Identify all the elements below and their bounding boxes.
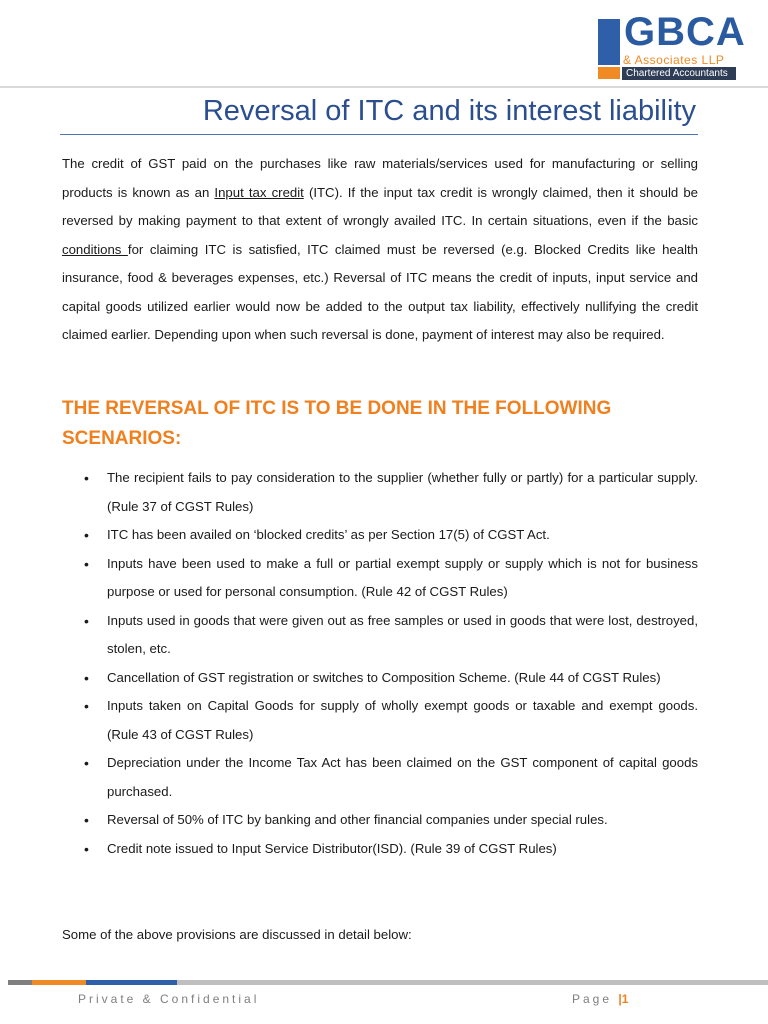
intro-text-1: The credit of GST paid on the purchases like raw materials/services used for manufacturing or selling products is known as an [62,156,698,200]
section-heading: THE REVERSAL OF ITC IS TO BE DONE IN THE FOLLOWING SCENARIOS: [62,398,612,449]
page-label: Page [572,992,613,1006]
header-divider [0,86,768,88]
intro-paragraph [62,150,698,350]
page-title: Reversal of ITC and its interest liability [202,95,696,127]
list-item: • The recipient fails to pay consideration to the supplier (whether fully or partly) for a particular supply. (Rule 37 of CGST Rules) [62,464,698,521]
footer-bar-segment [32,980,86,985]
page-number: 1 [621,992,629,1006]
list-item: • ITC has been availed on ‘blocked credits’ as per Section 17(5) of CGST Act. [62,521,698,550]
logo-name: GBCA [624,10,746,54]
footer-bar-segment [177,980,768,985]
company-logo [598,10,746,82]
list-item: • Depreciation under the Income Tax Act has been claimed on the GST component of capital goods purchased. [62,749,698,806]
footer-page-number [572,992,628,1006]
list-item: • Inputs used in goods that were given out as free samples or used in goods that were lost, destroyed, stolen, etc. [62,607,698,664]
list-item: • Credit note issued to Input Service Distributor(ISD). (Rule 39 of CGST Rules) [62,835,698,864]
list-item: • Reversal of 50% of ITC by banking and other financial companies under special rules. [62,806,698,835]
logo-orange-block [598,67,620,79]
scenario-list [62,464,698,863]
list-item: • Inputs have been used to make a full or partial exempt supply or supply which is not for business purpose or used for personal consumption. (Rule 42 of CGST Rules) [62,550,698,607]
footer-color-bar [8,980,768,985]
footer-bar-segment [8,980,32,985]
list-item: • Cancellation of GST registration or switches to Composition Scheme. (Rule 44 of CGST Rules) [62,664,698,693]
intro-text-2: (ITC). If the input tax credit is wrongly claimed, then it should be reversed by making payment to that extent of wrongly availed ITC. In certain situations, even if the basic [62,184,699,228]
input-tax-credit-link[interactable]: Input tax credit [214,184,304,200]
footer-bar-segment [86,980,177,985]
logo-associates: & Associates LLP [623,53,725,67]
list-item: • Inputs taken on Capital Goods for supply of wholly exempt goods or taxable and exempt goods. (Rule 43 of CGST Rules) [62,692,698,749]
title-underline [60,134,698,135]
conditions-link[interactable]: conditions [62,241,128,257]
page-separator: | [618,992,622,1006]
footer-confidential: Private & Confidential [78,992,260,1006]
intro-text-3: for claiming ITC is satisfied, ITC claimed must be reversed (e.g. Blocked Credits like health insurance, food & beverages expenses, etc.) Reversal of ITC means the credit of inputs, input service and capital goods utilized earlier would now be added to the output tax liability, effectively nullifying the credit claimed earlier. Depending upon when such reversal is done, payment of interest may also be required. [62,241,698,342]
logo-blue-block [598,19,620,65]
logo-subtitle: Chartered Accountants [626,68,728,79]
closing-text: Some of the above provisions are discussed in detail below: [62,927,412,942]
